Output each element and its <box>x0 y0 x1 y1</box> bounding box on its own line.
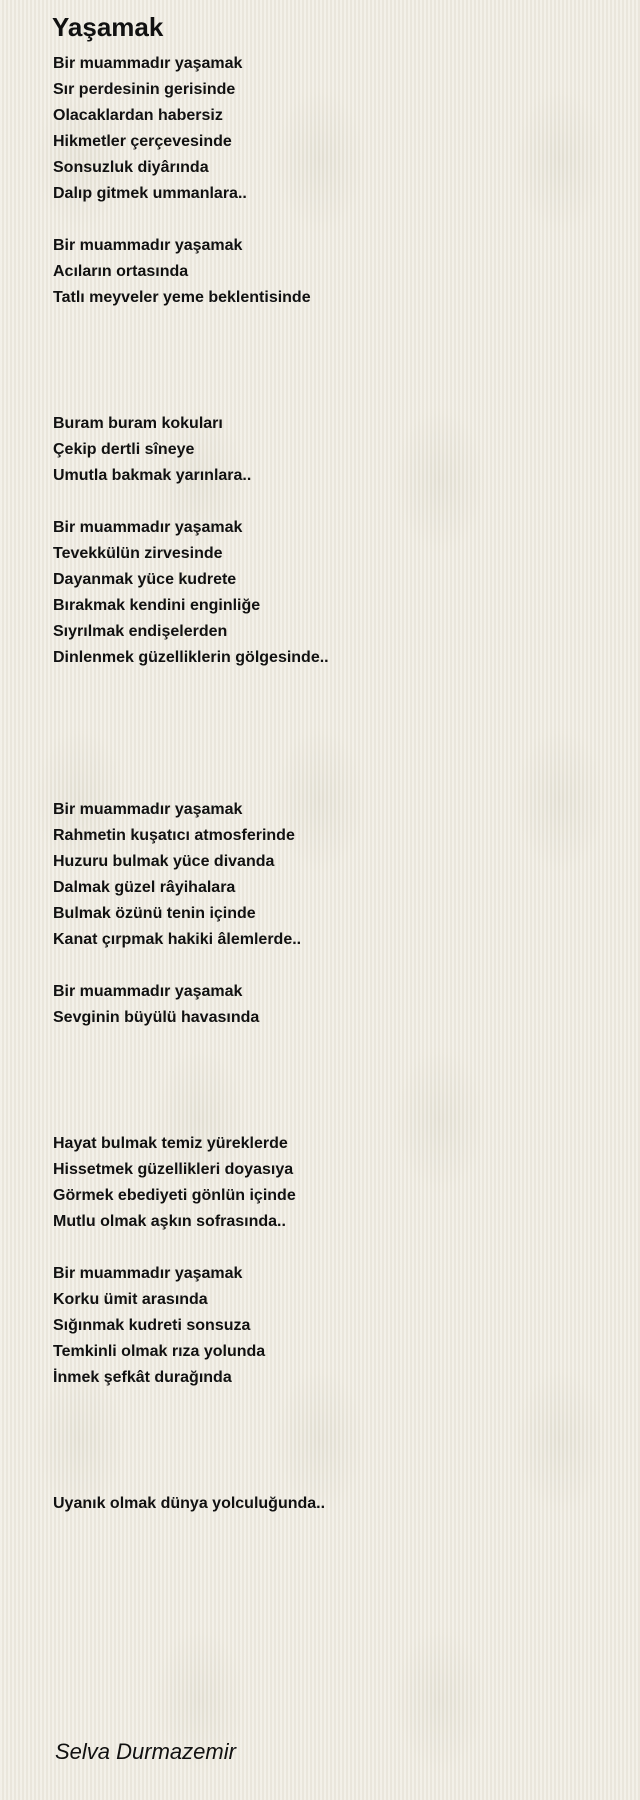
poem-line: Uyanık olmak dünya yolculuğunda.. <box>53 1495 326 1512</box>
poem-line: Hayat bulmak temiz yüreklerde <box>53 1135 288 1152</box>
poem-line: Tatlı meyveler yeme beklentisinde <box>53 289 311 306</box>
poem-line: Huzuru bulmak yüce divanda <box>53 853 275 870</box>
poem-title: Yaşamak <box>52 12 164 42</box>
poem-line: Bir muammadır yaşamak <box>53 55 243 72</box>
poem-line: Dayanmak yüce kudrete <box>53 571 237 588</box>
poem-line: Buram buram kokuları <box>53 415 223 432</box>
poem-line: Olacaklardan habersiz <box>53 107 223 124</box>
poem-line: Sığınmak kudreti sonsuza <box>53 1317 251 1334</box>
poem-line: Rahmetin kuşatıcı atmosferinde <box>53 827 295 844</box>
poem-line: Sevginin büyülü havasında <box>53 1009 260 1026</box>
poem-line: Bir muammadır yaşamak <box>53 1265 243 1282</box>
poem-line: Temkinli olmak rıza yolunda <box>53 1343 266 1360</box>
poem-line: Sıyrılmak endişelerden <box>53 623 228 640</box>
poem-line: İnmek şefkât durağında <box>53 1369 232 1386</box>
poem-line: Bir muammadır yaşamak <box>53 519 243 536</box>
poem-line: Tevekkülün zirvesinde <box>53 545 223 562</box>
poem-author: Selva Durmazemir <box>55 1739 236 1764</box>
poem-line: Görmek ebediyeti gönlün içinde <box>53 1187 296 1204</box>
poem-line: Dinlenmek güzelliklerin gölgesinde.. <box>53 649 329 666</box>
poem-line: Kanat çırpmak hakiki âlemlerde.. <box>53 931 302 948</box>
poem-line: Bir muammadır yaşamak <box>53 801 243 818</box>
poem-line: Sonsuzluk diyârında <box>53 159 209 176</box>
poem-line: Bulmak özünü tenin içinde <box>53 905 256 922</box>
poem-line: Mutlu olmak aşkın sofrasında.. <box>53 1213 286 1230</box>
poem-line: Dalmak güzel râyihalara <box>53 879 236 896</box>
poem-line: Korku ümit arasında <box>53 1291 208 1308</box>
poem-line: Hikmetler çerçevesinde <box>53 133 232 150</box>
poem-line: Bir muammadır yaşamak <box>53 983 243 1000</box>
poem-line: Acıların ortasında <box>53 263 189 280</box>
poem-line: Sır perdesinin gerisinde <box>53 81 236 98</box>
poem-line: Bir muammadır yaşamak <box>53 237 243 254</box>
poem-line: Hissetmek güzellikleri doyasıya <box>53 1161 294 1178</box>
poem-line: Dalıp gitmek ummanlara.. <box>53 185 247 202</box>
poem-line: Çekip dertli sîneye <box>53 441 195 458</box>
poem-line: Umutla bakmak yarınlara.. <box>53 467 252 484</box>
poem-line: Bırakmak kendini enginliğe <box>53 597 261 614</box>
